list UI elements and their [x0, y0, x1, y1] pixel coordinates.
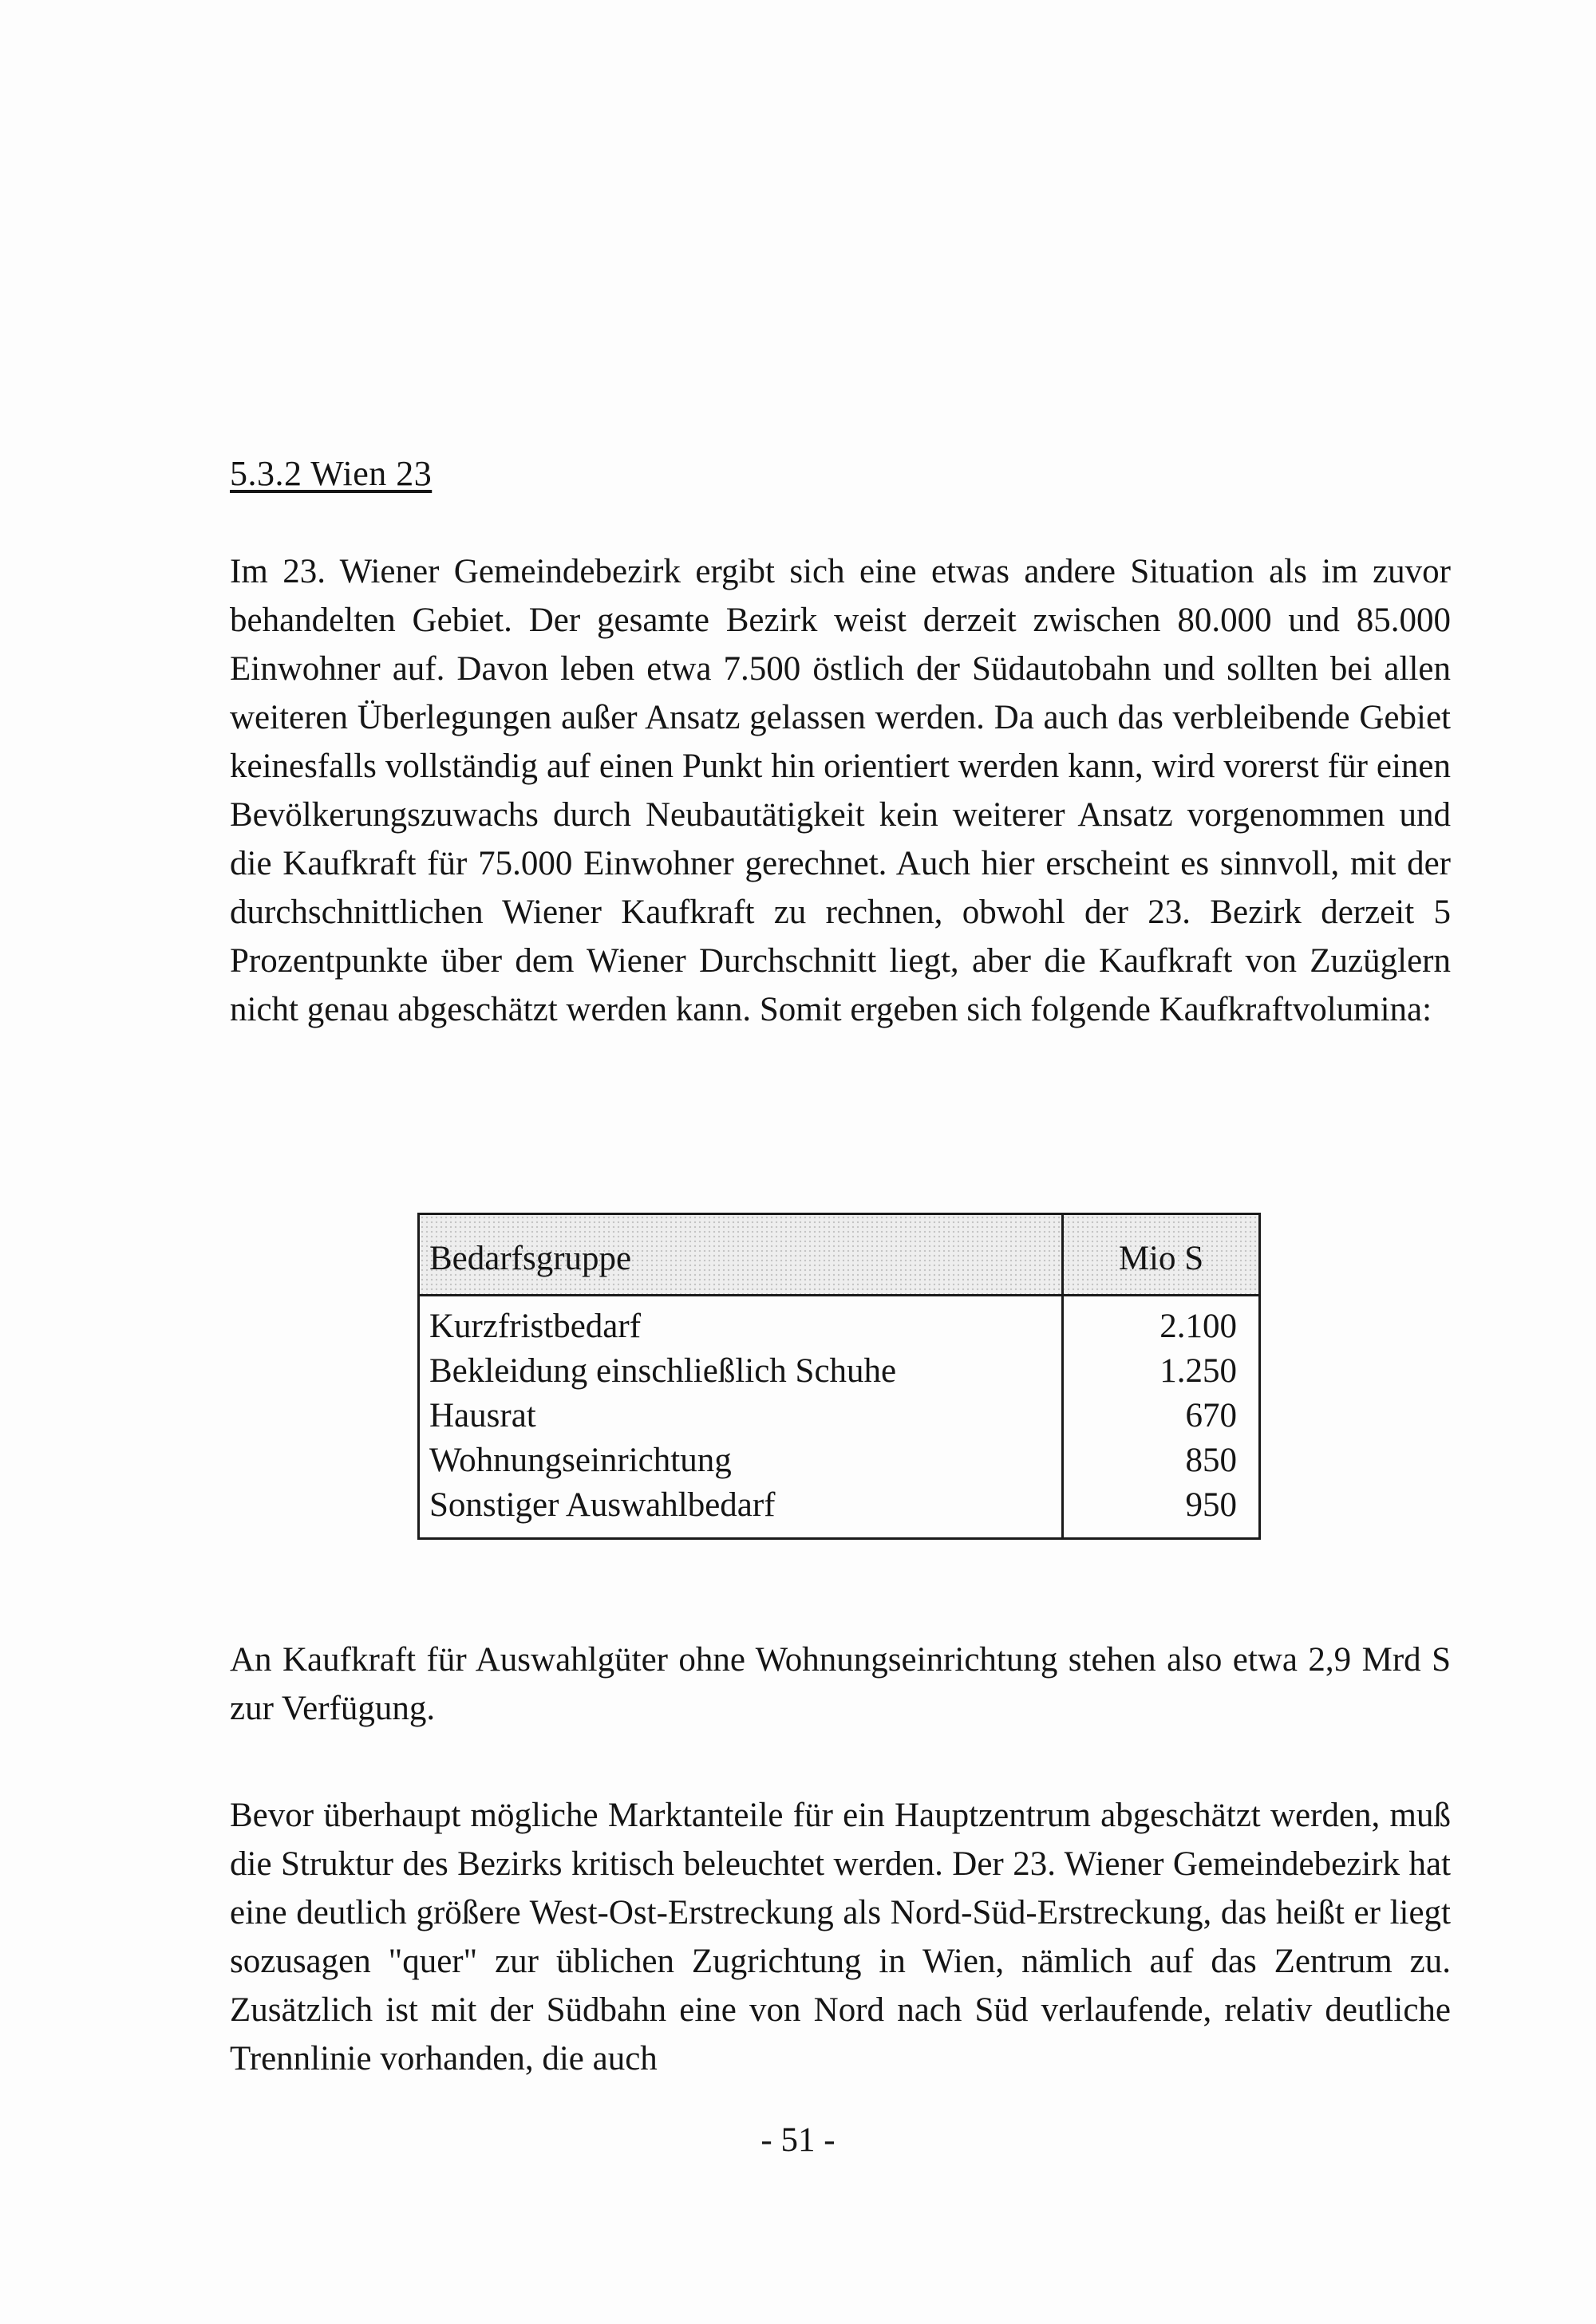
- kaufkraft-table: [417, 1213, 1261, 1540]
- table-cell-value: 950: [1185, 1486, 1237, 1524]
- table-cell-value: 1.250: [1159, 1352, 1237, 1390]
- table-header-bedarfsgruppe: Bedarfsgruppe: [429, 1240, 632, 1277]
- table-cell-label: Sonstiger Auswahlbedarf: [429, 1486, 776, 1524]
- page-number: - 51 -: [760, 2121, 836, 2159]
- table-header-mio-s: Mio S: [1118, 1240, 1204, 1277]
- table-row: [420, 1304, 1258, 1349]
- table-row: [420, 1394, 1258, 1438]
- section-heading: 5.3.2 Wien 23: [230, 454, 433, 493]
- table-row: [420, 1438, 1258, 1483]
- table-cell-value: 2.100: [1159, 1308, 1237, 1345]
- table-row: [420, 1349, 1258, 1394]
- paragraph-summary: An Kaufkraft für Auswahlgüter ohne Wohnungseinrichtung stehen also etwa 2,9 Mrd S zur Verfügung.: [230, 1641, 1451, 1727]
- table-cell-label: Kurzfristbedarf: [429, 1308, 642, 1345]
- paragraph-intro: Im 23. Wiener Gemeindebezirk ergibt sich eine etwas andere Situation als im zuvor behandelten Gebiet. Der gesamte Bezirk weist derzeit zwischen 80.000 und 85.000 Einwohner auf. Davon leben etwa 7.500 östlich der Südautobahn und sollten bei allen weiteren Überlegungen außer Ansatz gelassen werden. Da auch das verbleibende Gebiet keinesfalls vollständig auf einen Punkt hin orientiert werden kann, wird vorerst für einen Bevölkerungszuwachs durch Neubautätigkeit kein weiterer Ansatz vorgenommen und die Kaufkraft für 75.000 Einwohner gerechnet. Auch hier erscheint es sinnvoll, mit der durchschnittlichen Wiener Kaufkraft zu rechnen, obwohl der 23. Bezirk derzeit 5 Prozentpunkte über dem Wiener Durchschnitt liegt, aber die Kaufkraft von Zuzüglern nicht genau abgeschätzt werden kann. Somit ergeben sich folgende Kaufkraftvolumina:: [230, 553, 1451, 1028]
- table-row: [420, 1483, 1258, 1528]
- table-cell-value: 850: [1185, 1442, 1237, 1479]
- table-cell-label: Bekleidung einschließlich Schuhe: [429, 1352, 897, 1390]
- table-body: [420, 1304, 1258, 1528]
- table-cell-label: Hausrat: [429, 1397, 536, 1434]
- table-header-row: [420, 1215, 1258, 1296]
- table-cell-value: 670: [1185, 1397, 1237, 1434]
- table-cell-label: Wohnungseinrichtung: [429, 1442, 732, 1479]
- paragraph-structure: Bevor überhaupt mögliche Marktanteile für ein Hauptzentrum abgeschätzt werden, muß die Struktur des Bezirks kritisch beleuchtet werden. Der 23. Wiener Gemeindebezirk hat eine deutlich größere West-Ost-Erstreckung als Nord-Süd-Erstreckung, das heißt er liegt sozusagen "quer" zur üblichen Zugrichtung in Wien, nämlich auf das Zentrum zu. Zusätzlich ist mit der Südbahn eine von Nord nach Süd verlaufende, relativ deutliche Trennlinie vorhanden, die auch: [230, 1797, 1451, 2077]
